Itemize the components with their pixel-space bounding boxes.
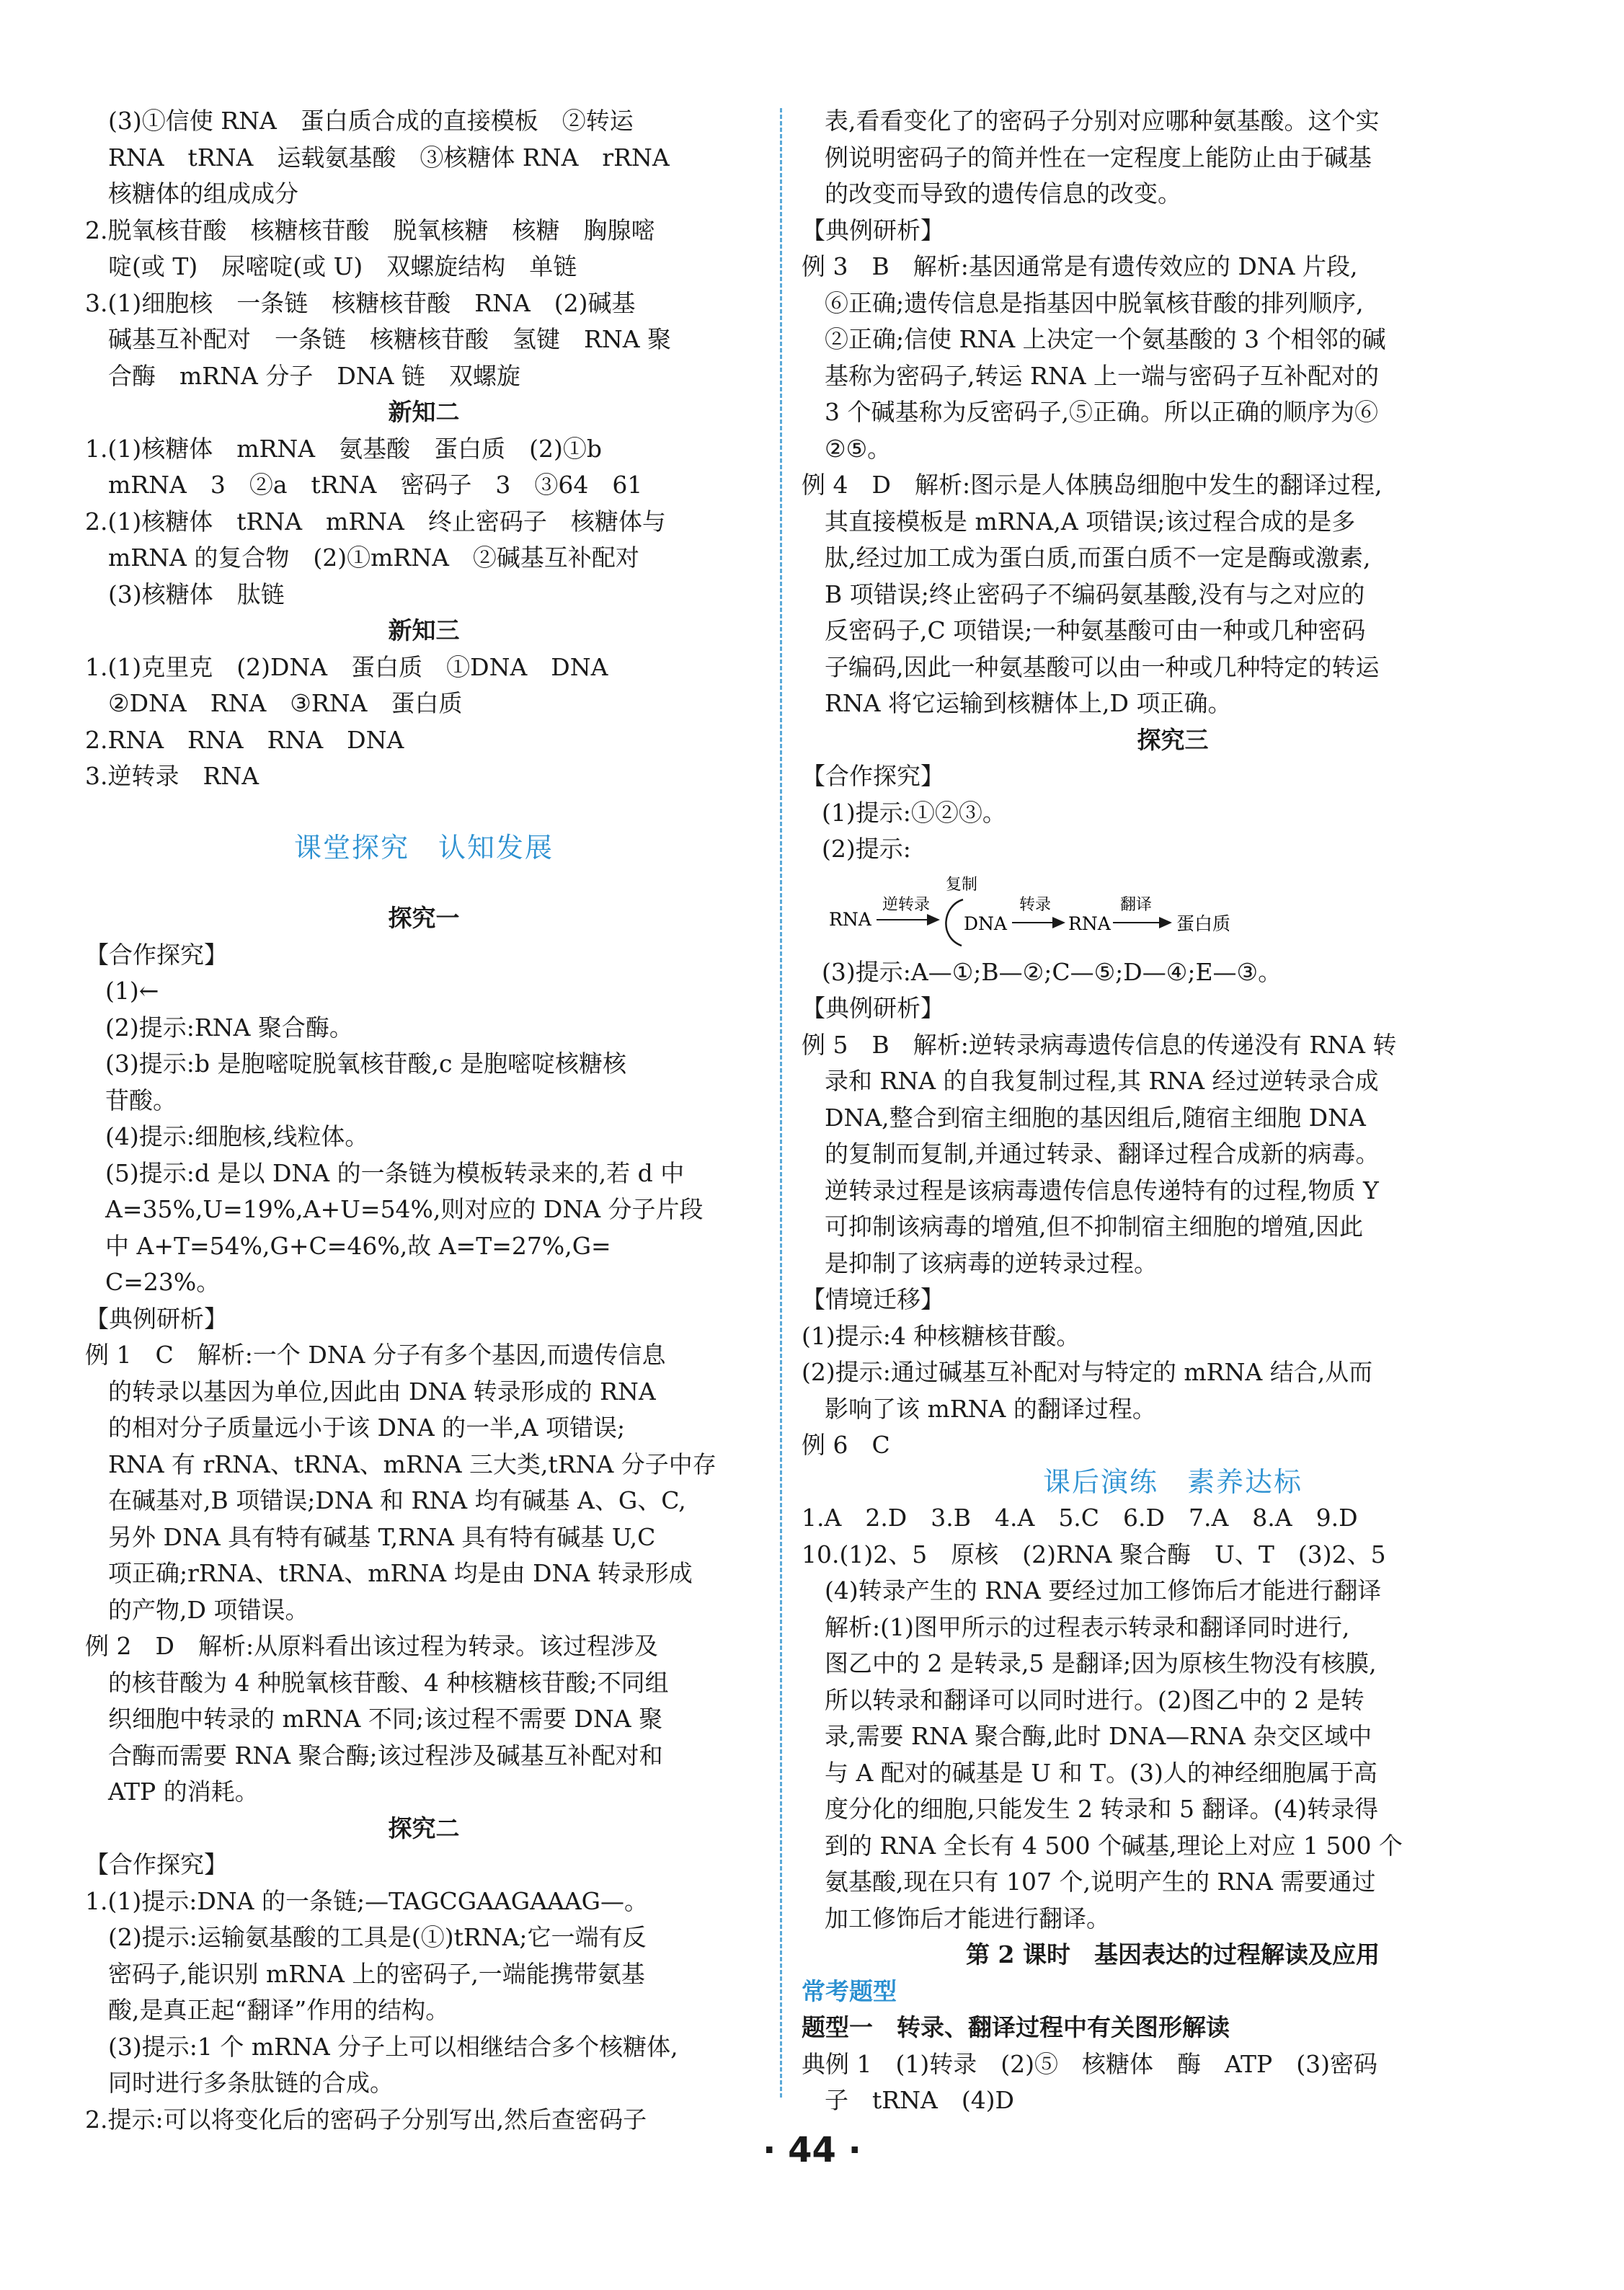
left-column-line: ATP 的消耗。 bbox=[108, 1778, 259, 1806]
right-column-b-line: 录和 RNA 的自我复制过程,其 RNA 经过逆转录合成 bbox=[825, 1067, 1379, 1095]
right-column-a-line: 探究三 bbox=[1137, 725, 1209, 754]
left-column-line: ②DNA RNA ③RNA 蛋白质 bbox=[108, 689, 463, 717]
right-column-b-line: 与 A 配对的碱基是 U 和 T。(3)人的神经细胞属于高 bbox=[825, 1758, 1377, 1787]
left-column-line: 的相对分子质量远小于该 DNA 的一半,A 项错误; bbox=[108, 1414, 626, 1442]
left-column-line: 例 2 D 解析:从原料看出该过程为转录。该过程涉及 bbox=[85, 1632, 659, 1660]
right-column-a-line: 【合作探究】 bbox=[802, 762, 944, 790]
left-column-line: 3.(1)细胞核 一条链 核糖核苷酸 RNA (2)碱基 bbox=[85, 288, 636, 317]
left-column-line: 项正确;rRNA、tRNA、mRNA 均是由 DNA 转录形成 bbox=[108, 1559, 693, 1587]
left-column bbox=[85, 103, 763, 2138]
right-column-b-line: 例 6 C bbox=[802, 1431, 890, 1459]
left-column-line: (1)← bbox=[105, 977, 159, 1005]
left-column-line: 1.(1)核糖体 mRNA 氨基酸 蛋白质 (2)①b bbox=[85, 434, 602, 463]
right-column-b-line: (2)提示:通过碱基互补配对与特定的 mRNA 结合,从而 bbox=[802, 1358, 1373, 1386]
left-column-line: 核糖体的组成成分 bbox=[108, 179, 298, 208]
page-number: · 44 · bbox=[763, 2130, 861, 2170]
right-column-b-line: 题型一 转录、翻译过程中有关图形解读 bbox=[802, 2013, 1230, 2041]
right-column-a-line: 反密码子,C 项错误;一种氨基酸可由一种或几种密码 bbox=[825, 616, 1366, 644]
left-column-line: 例 1 C 解析:一个 DNA 分子有多个基因,而遗传信息 bbox=[85, 1341, 666, 1369]
right-column-a-line: ⑥正确;遗传信息是指基因中脱氧核苷酸的排列顺序, bbox=[825, 288, 1364, 317]
right-column-a-line: 的改变而导致的遗传信息的改变。 bbox=[825, 179, 1181, 208]
diagram-rna2: RNA bbox=[1068, 913, 1111, 934]
diagram-translation-label: 翻译 bbox=[1120, 895, 1153, 914]
left-column-line: 在碱基对,B 项错误;DNA 和 RNA 均有碱基 A、G、C, bbox=[108, 1486, 686, 1514]
left-column-line: 新知二 bbox=[388, 398, 460, 426]
right-column-b-line: 逆转录过程是该病毒遗传信息传递特有的过程,物质 Y bbox=[825, 1176, 1379, 1204]
right-column-b-line: 第 2 课时 基因表达的过程解读及应用 bbox=[966, 1940, 1380, 1969]
right-column-b-line: 到的 RNA 全长有 4 500 个碱基,理论上对应 1 500 个 bbox=[825, 1831, 1403, 1860]
right-column-b-line: 录,需要 RNA 聚合酶,此时 DNA—RNA 杂交区域中 bbox=[825, 1722, 1372, 1750]
right-column-a-line: ②⑤。 bbox=[825, 434, 892, 463]
left-column-line: (4)提示:细胞核,线粒体。 bbox=[105, 1122, 369, 1150]
left-column-line: 啶(或 T) 尿嘧啶(或 U) 双螺旋结构 单链 bbox=[108, 252, 577, 280]
right-column-b-line: 【情境迁移】 bbox=[802, 1285, 944, 1313]
right-column-b-line: (1)提示:4 种核糖核苷酸。 bbox=[802, 1321, 1081, 1350]
right-column-b-line: 度分化的细胞,只能发生 2 转录和 5 翻译。(4)转录得 bbox=[825, 1795, 1379, 1823]
left-column-line: (2)提示:运输氨基酸的工具是(①)tRNA;它一端有反 bbox=[108, 1923, 647, 1951]
left-column-line: (2)提示:RNA 聚合酶。 bbox=[105, 1013, 353, 1042]
right-column-b-line: 加工修饰后才能进行翻译。 bbox=[825, 1904, 1110, 1932]
right-column-a-line: 例说明密码子的简并性在一定程度上能防止由于碱基 bbox=[825, 143, 1372, 172]
right-column-b-line: 子 tRNA (4)D bbox=[825, 2086, 1015, 2114]
right-column-a-line: 其直接模板是 mRNA,A 项错误;该过程合成的是多 bbox=[825, 507, 1356, 536]
right-column-b-line: 常考题型 bbox=[802, 1976, 897, 2005]
left-column-line: 合酶而需要 RNA 聚合酶;该过程涉及碱基互补配对和 bbox=[108, 1741, 663, 1770]
right-column-b-line: 可抑制该病毒的增殖,但不抑制宿主细胞的增殖,因此 bbox=[825, 1212, 1363, 1241]
right-column-a-line: 例 3 B 解析:基因通常是有遗传效应的 DNA 片段, bbox=[802, 252, 1358, 280]
left-column-line: mRNA 3 ②a tRNA 密码子 3 ③64 61 bbox=[108, 471, 643, 499]
right-column-b-line: 解析:(1)图甲所示的过程表示转录和翻译同时进行, bbox=[825, 1612, 1350, 1641]
left-column-line: 的产物,D 项错误。 bbox=[108, 1595, 309, 1624]
left-column-line: (5)提示:d 是以 DNA 的一条链为模板转录来的,若 d 中 bbox=[105, 1158, 685, 1187]
left-column-line: 【合作探究】 bbox=[85, 1850, 228, 1878]
diagram-replication-label: 复制 bbox=[946, 875, 978, 894]
column-divider bbox=[780, 108, 782, 2098]
left-column-line: 织细胞中转录的 mRNA 不同;该过程不需要 DNA 聚 bbox=[108, 1705, 663, 1733]
right-column-b-line: 影响了该 mRNA 的翻译过程。 bbox=[825, 1394, 1156, 1423]
right-column-a-line: 基称为密码子,转运 RNA 上一端与密码子互补配对的 bbox=[825, 361, 1380, 390]
right-column-b-line: 所以转录和翻译可以同时进行。(2)图乙中的 2 是转 bbox=[825, 1685, 1365, 1714]
left-column-line bbox=[85, 866, 763, 900]
right-column-b-line: (3)提示:A—①;B—②;C—⑤;D—④;E—③。 bbox=[822, 957, 1282, 986]
diagram-protein: 蛋白质 bbox=[1176, 913, 1231, 934]
left-column-line: 2.提示:可以将变化后的密码子分别写出,然后查密码子 bbox=[85, 2105, 647, 2134]
right-column-a-line: 【典例研析】 bbox=[802, 216, 944, 244]
right-column-a-line: (1)提示:①②③。 bbox=[822, 798, 1006, 827]
right-column-a-line: 3 个碱基称为反密码子,⑤正确。所以正确的顺序为⑥ bbox=[825, 398, 1378, 426]
right-column-b-line: 例 5 B 解析:逆转录病毒遗传信息的传递没有 RNA 转 bbox=[802, 1030, 1397, 1059]
left-column-line: RNA 有 rRNA、tRNA、mRNA 三大类,tRNA 分子中存 bbox=[108, 1450, 716, 1478]
right-column-part-a bbox=[802, 103, 1544, 868]
left-column-line: 另外 DNA 具有特有碱基 T,RNA 具有特有碱基 U,C bbox=[108, 1522, 656, 1551]
left-column-line: 合酶 mRNA 分子 DNA 链 双螺旋 bbox=[108, 361, 520, 390]
right-column-b-line: 是抑制了该病毒的逆转录过程。 bbox=[825, 1248, 1158, 1277]
left-column-line: 课堂探究 认知发展 bbox=[293, 831, 554, 864]
right-column-b-line: 【典例研析】 bbox=[802, 994, 944, 1022]
right-column-a-line: B 项错误;终止密码子不编码氨基酸,没有与之对应的 bbox=[825, 580, 1365, 608]
central-dogma-svg bbox=[802, 868, 1248, 954]
right-column-a-line: 子编码,因此一种氨基酸可以由一种或几种特定的转运 bbox=[825, 652, 1380, 681]
diagram-dna: DNA bbox=[964, 913, 1007, 934]
left-column-line: 探究二 bbox=[388, 1814, 460, 1842]
left-column-line: (3)提示:b 是胞嘧啶脱氧核苷酸,c 是胞嘧啶核糖核 bbox=[105, 1049, 626, 1078]
left-column-line: 2.脱氧核苷酸 核糖核苷酸 脱氧核糖 核糖 胸腺嘧 bbox=[85, 216, 655, 244]
left-column-line bbox=[85, 795, 763, 830]
central-dogma-diagram bbox=[802, 868, 1544, 954]
left-column-line: 探究一 bbox=[388, 904, 460, 932]
diagram-transcription-label: 转录 bbox=[1019, 895, 1052, 914]
left-column-line: 【合作探究】 bbox=[85, 940, 228, 969]
right-column-a-line: (2)提示: bbox=[822, 835, 911, 863]
diagram-rna1: RNA bbox=[829, 908, 871, 930]
left-column-line: 2.RNA RNA RNA DNA bbox=[85, 725, 404, 754]
left-column-line: 新知三 bbox=[388, 616, 460, 644]
left-column-line: 中 A+T=54%,G+C=46%,故 A=T=27%,G= bbox=[105, 1231, 611, 1260]
right-column-b-line: 图乙中的 2 是转录,5 是翻译;因为原核生物没有核膜, bbox=[825, 1649, 1377, 1677]
left-column-line: 3.逆转录 RNA bbox=[85, 762, 259, 790]
left-column-line: (3)核糖体 肽链 bbox=[108, 580, 285, 608]
left-column-line: 的核苷酸为 4 种脱氧核苷酸、4 种核糖核苷酸;不同组 bbox=[108, 1668, 669, 1697]
left-column-line: C=23%。 bbox=[105, 1268, 221, 1296]
right-column-b-line: 氨基酸,现在只有 107 个,说明产生的 RNA 需要通过 bbox=[825, 1868, 1376, 1896]
left-column-line: 的转录以基因为单位,因此由 DNA 转录形成的 RNA bbox=[108, 1377, 656, 1406]
left-column-line: 酸,是真正起“翻译”作用的结构。 bbox=[108, 1996, 450, 2024]
left-column-line: 1.(1)提示:DNA 的一条链;—TAGCGAAGAAAG—。 bbox=[85, 1886, 649, 1915]
left-column-line: 1.(1)克里克 (2)DNA 蛋白质 ①DNA DNA bbox=[85, 652, 608, 681]
left-column-line: 苷酸。 bbox=[105, 1086, 177, 1114]
left-column-line: 密码子,能识别 mRNA 上的密码子,一端能携带氨基 bbox=[108, 1959, 645, 1988]
right-column-b-line: 的复制而复制,并通过转录、翻译过程合成新的病毒。 bbox=[825, 1140, 1380, 1168]
right-column-b-line: 10.(1)2、5 原核 (2)RNA 聚合酶 U、T (3)2、5 bbox=[802, 1540, 1386, 1568]
left-column-line: 同时进行多条肽链的合成。 bbox=[108, 2069, 394, 2097]
left-column-line: (3)①信使 RNA 蛋白质合成的直接模板 ②转运 bbox=[108, 107, 634, 135]
left-column-line: 碱基互补配对 一条链 核糖核苷酸 氢键 RNA 聚 bbox=[108, 325, 672, 353]
right-column-part-b bbox=[802, 954, 1544, 2119]
right-column-b-line: (4)转录产生的 RNA 要经过加工修饰后才能进行翻译 bbox=[825, 1576, 1382, 1605]
right-column bbox=[802, 103, 1544, 2119]
left-column-line: A=35%,U=19%,A+U=54%,则对应的 DNA 分子片段 bbox=[105, 1195, 704, 1223]
right-column-a-line: 表,看看变化了的密码子分别对应哪种氨基酸。这个实 bbox=[825, 107, 1380, 135]
right-column-a-line: 例 4 D 解析:图示是人体胰岛细胞中发生的翻译过程, bbox=[802, 471, 1383, 499]
right-column-b-line: 典例 1 (1)转录 (2)⑤ 核糖体 酶 ATP (3)密码 bbox=[802, 2049, 1377, 2078]
left-column-line: 【典例研析】 bbox=[85, 1304, 228, 1333]
right-column-b-line: DNA,整合到宿主细胞的基因组后,随宿主细胞 DNA bbox=[825, 1103, 1366, 1132]
diagram-reverse-transcription-label: 逆转录 bbox=[882, 895, 931, 914]
right-column-b-line: 1.A 2.D 3.B 4.A 5.C 6.D 7.A 8.A 9.D bbox=[802, 1504, 1358, 1532]
right-column-b-line: 课后演练 素养达标 bbox=[1042, 1465, 1303, 1498]
left-column-line: mRNA 的复合物 (2)①mRNA ②碱基互补配对 bbox=[108, 543, 639, 572]
right-column-a-line: RNA 将它运输到核糖体上,D 项正确。 bbox=[825, 689, 1232, 717]
right-column-a-line: 肽,经过加工成为蛋白质,而蛋白质不一定是酶或激素, bbox=[825, 543, 1371, 572]
left-column-line: RNA tRNA 运载氨基酸 ③核糖体 RNA rRNA bbox=[108, 143, 670, 172]
replication-loop-arrow bbox=[946, 900, 963, 946]
left-column-line: (3)提示:1 个 mRNA 分子上可以相继结合多个核糖体, bbox=[108, 2032, 678, 2061]
right-column-a-line: ②正确;信使 RNA 上决定一个氨基酸的 3 个相邻的碱 bbox=[825, 325, 1386, 353]
left-column-line: 2.(1)核糖体 tRNA mRNA 终止密码子 核糖体与 bbox=[85, 507, 666, 536]
